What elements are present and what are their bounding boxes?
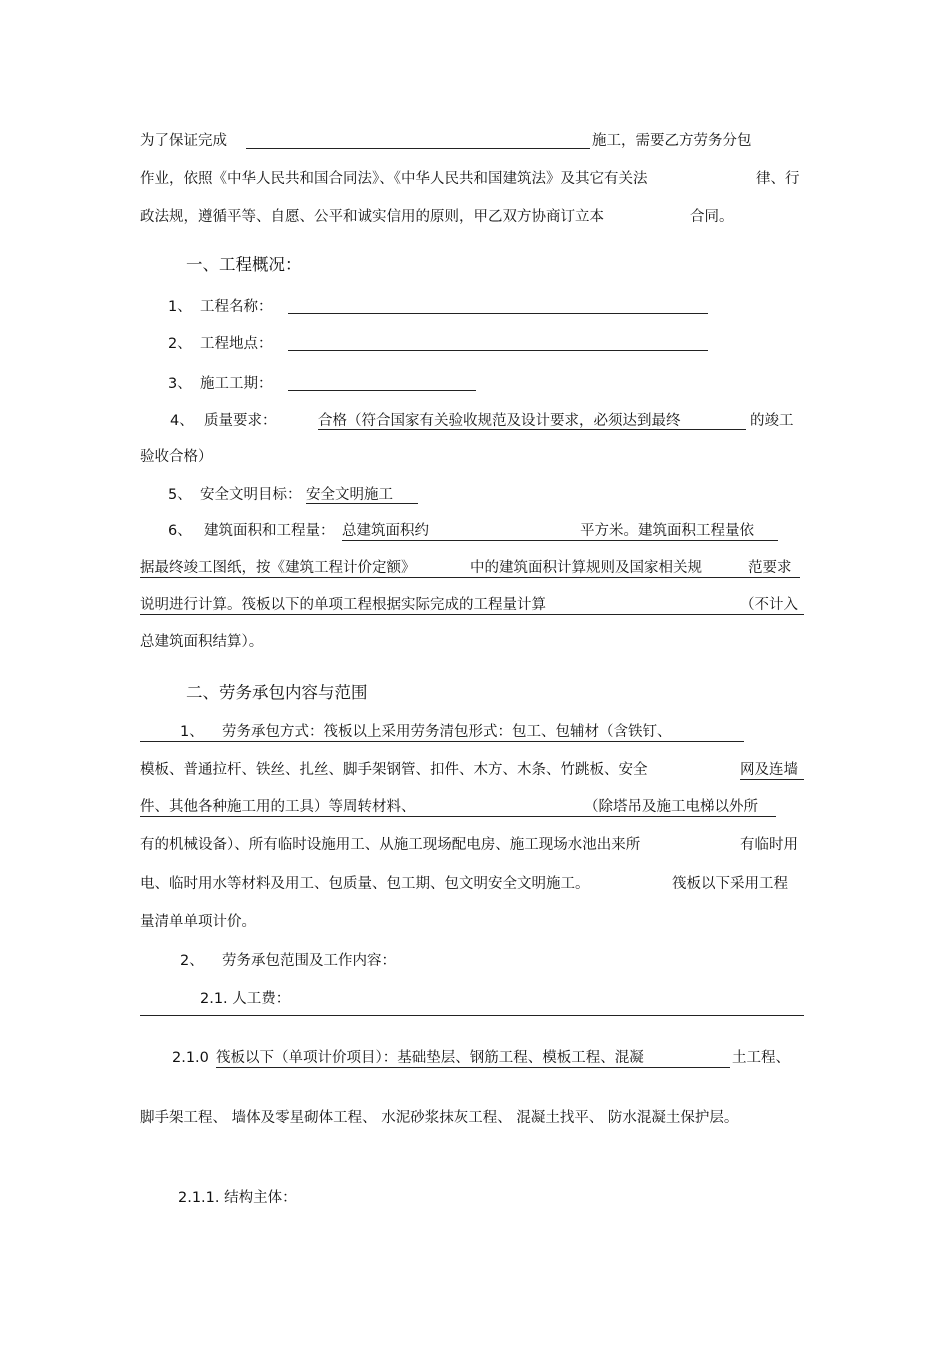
item4-number: 4、	[170, 413, 194, 429]
item4-label: 质量要求：	[204, 413, 277, 429]
p1-line2-a: 模板、普通拉杆、铁丝、扎丝、脚手架钢管、扣件、木方、木条、竹跳板、安全	[140, 762, 648, 778]
item1-number: 1、	[168, 299, 192, 315]
item4-underline	[318, 429, 746, 430]
item4-tail: 的竣工	[750, 413, 794, 429]
p210-line2: 脚手架工程、 墙体及零星砌体工程、 水泥砂浆抹灰工程、 混凝土找平、 防水混凝土保护层。	[140, 1110, 739, 1126]
p21-heading: 2.1. 人工费：	[200, 991, 291, 1007]
p210-number: 2.1.0	[172, 1050, 209, 1066]
p2-label: 劳务承包范围及工作内容：	[222, 953, 396, 969]
p210-line1-b: 土工程、	[732, 1050, 790, 1066]
item6-area-unit: 平方米。建筑面积工程量依	[580, 523, 754, 539]
p1-underline-2	[740, 779, 804, 780]
item6-underline-1	[342, 540, 778, 541]
p1-number: 1、	[180, 724, 204, 740]
p1-line2-b: 网及连墙	[740, 762, 798, 778]
item6-underline-3	[140, 614, 804, 615]
item6-area-text: 总建筑面积约	[342, 523, 429, 539]
item6-line3-a: 说明进行计算。筏板以下的单项工程根据实际完成的工程量计算	[140, 597, 546, 613]
p1-line6: 量清单单项计价。	[140, 914, 256, 930]
p1-line1: 劳务承包方式：筏板以上采用劳务清包形式：包工、包辅材（含铁钉、	[222, 724, 672, 740]
intro-line3-end: 合同。	[690, 209, 734, 225]
p210-line1-a: 筏板以下（单项计价项目）：基础垫层、钢筋工程、模板工程、混凝	[216, 1050, 644, 1066]
p1-line4-a: 有的机械设备）、所有临时设施用工、从施工现场配电房、施工现场水池出来所	[140, 837, 641, 853]
item5-underline	[306, 503, 418, 504]
item6-line2-c: 范要求	[748, 560, 792, 576]
p1-underline-1	[140, 741, 744, 742]
item5-number: 5、	[168, 487, 192, 503]
intro-line2-start: 作业，依照《中华人民共和国合同法》、《中华人民共和国建筑法》及其它有关法	[140, 171, 648, 187]
p1-line5-b: 筏板以下采用工程	[672, 876, 788, 892]
p1-line4-b: 有临时用	[740, 837, 798, 853]
item1-blank	[288, 313, 708, 314]
item5-label: 安全文明目标：	[200, 487, 302, 503]
p21-divider	[140, 1015, 804, 1016]
item6-underline-2	[140, 577, 800, 578]
item1-label: 工程名称：	[200, 299, 273, 315]
item6-number: 6、	[168, 523, 192, 539]
p2-number: 2、	[180, 953, 204, 969]
item2-number: 2、	[168, 336, 192, 352]
intro-line1-start: 为了保证完成	[140, 133, 227, 149]
item5-value: 安全文明施工	[306, 487, 393, 503]
intro-line1-end: 施工，需要乙方劳务分包	[592, 133, 752, 149]
section2-heading: 二、劳务承包内容与范围	[186, 683, 368, 702]
item6-line2-a: 据最终竣工图纸，按《建筑工程计价定额》	[140, 560, 416, 576]
item2-blank	[288, 350, 708, 351]
item4-line2: 验收合格）	[140, 449, 213, 465]
item3-number: 3、	[168, 376, 192, 392]
item4-value: 合格（符合国家有关验收规范及设计要求，必须达到最终	[318, 413, 681, 429]
item3-blank	[288, 390, 476, 391]
item6-line2-b: 中的建筑面积计算规则及国家相关规	[470, 560, 702, 576]
intro-line3-start: 政法规，遵循平等、自愿、公平和诚实信用的原则，甲乙双方协商订立本	[140, 209, 604, 225]
p1-line5-a: 电、临时用水等材料及用工、包质量、包工期、包文明安全文明施工。	[140, 876, 590, 892]
p1-line3-a: 件、其他各种施工用的工具）等周转材料、	[140, 799, 416, 815]
p1-line3-b: （除塔吊及施工电梯以外所	[584, 799, 758, 815]
item6-line3-b: （不计入	[740, 597, 798, 613]
p1-underline-3	[140, 816, 776, 817]
item3-label: 施工工期：	[200, 376, 273, 392]
item6-label: 建筑面积和工程量：	[204, 523, 335, 539]
p211-heading: 2.1.1. 结构主体：	[178, 1190, 297, 1206]
p210-underline	[216, 1067, 730, 1068]
intro-line2-end: 律、行	[756, 171, 800, 187]
item2-label: 工程地点：	[200, 336, 273, 352]
project-name-blank	[246, 148, 590, 149]
item6-line4: 总建筑面积结算）。	[140, 634, 264, 650]
section1-heading: 一、工程概况：	[186, 255, 302, 274]
